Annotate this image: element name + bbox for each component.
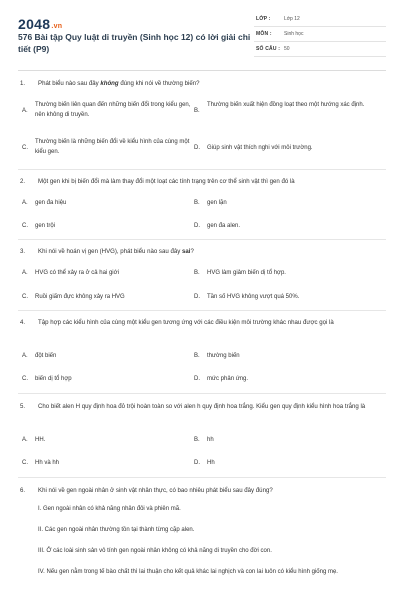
option-text: gen lặn	[207, 200, 227, 206]
meta-row-count	[254, 42, 386, 57]
option-letter: A.	[22, 437, 28, 443]
header-divider	[18, 70, 386, 71]
option-letter: B.	[194, 108, 200, 114]
option-text: Ruồi giấm đực không xảy ra HVG	[35, 294, 125, 300]
option-text: thường biến	[207, 353, 240, 359]
meta-label: SỐ CÂU :	[256, 46, 281, 52]
option-text: Hh	[207, 460, 215, 466]
option-c[interactable]	[22, 374, 192, 384]
option-text: biến dị tổ hợp	[35, 376, 72, 382]
question-text: Tập hợp các kiểu hình của cùng một kiểu gen tương ứng với các điều kiện môi trường khác nhau được gọi là	[38, 319, 334, 326]
document-header	[0, 0, 400, 64]
option-d[interactable]	[194, 221, 366, 231]
option-letter: C.	[22, 145, 28, 151]
meta-label: MÔN :	[256, 31, 272, 37]
option-text: HVG có thể xảy ra ở cả hai giới	[35, 270, 119, 276]
statement-3: III. Ở các loài sinh sản vô tính gen ngoài nhân không có khả năng di truyền cho đời con.	[38, 548, 272, 554]
question-text: Khi nói về hoán vị gen (HVG), phát biểu nào sau đây	[38, 248, 182, 255]
option-d[interactable]	[194, 458, 366, 468]
option-c[interactable]	[22, 292, 192, 302]
option-a[interactable]	[22, 351, 192, 361]
question-stem	[18, 79, 386, 89]
option-text: mức phản ứng.	[207, 376, 249, 382]
site-logo[interactable]	[18, 16, 62, 32]
option-a[interactable]	[22, 435, 192, 445]
option-letter: B.	[194, 270, 200, 276]
option-d[interactable]	[194, 292, 366, 302]
option-d[interactable]	[194, 143, 366, 153]
option-text: gen trội	[35, 223, 56, 229]
question-text: Cho biết alen H quy định hoa đỏ trội hoàn toàn so với alen h quy định hoa trắng. Kiểu gen quy định kiểu hình hoa trắng là	[38, 403, 366, 410]
option-text: gen đa alen.	[207, 223, 241, 229]
question-text: Phát biểu nào sau đây	[38, 80, 101, 87]
option-letter: D.	[194, 376, 200, 382]
page-title: 576 Bài tập Quy luật di truyền (Sinh học 12) có lời giải chi tiết (P9)	[18, 32, 251, 54]
option-letter: C.	[22, 460, 28, 466]
option-text: HH.	[35, 437, 46, 443]
question-5	[18, 402, 386, 412]
option-text: HVG làm giảm biến dị tổ hợp.	[207, 270, 286, 276]
meta-value: Lớp 12	[284, 16, 300, 22]
option-text: Giúp sinh vật thích nghi với môi trường.	[207, 145, 313, 151]
question-stem	[18, 177, 386, 187]
option-b[interactable]	[194, 100, 366, 114]
statement-1: I. Gen ngoài nhân có khả năng nhân đôi và phiên mã.	[38, 506, 181, 512]
question-number: 4.	[20, 319, 26, 326]
option-letter: A.	[22, 200, 28, 206]
question-1	[18, 79, 386, 89]
option-b[interactable]	[194, 268, 366, 278]
option-c[interactable]	[22, 458, 192, 468]
question-number: 5.	[20, 403, 26, 410]
option-letter: D.	[194, 294, 200, 300]
option-a[interactable]	[22, 268, 192, 278]
option-letter: C.	[22, 294, 28, 300]
question-divider	[18, 169, 386, 170]
option-a[interactable]	[22, 198, 192, 208]
option-text: Thường biến xuất hiện đồng loạt theo một hướng xác định.	[207, 102, 365, 108]
question-2	[18, 177, 386, 187]
question-3	[18, 247, 386, 257]
question-number: 3.	[20, 248, 26, 255]
question-number: 2.	[20, 178, 26, 185]
question-text: Khi nói về gen ngoài nhân ở sinh vật nhân thực, có bao nhiêu phát biểu sau đây đúng?	[38, 487, 273, 494]
option-text: Tần số HVG không vượt quá 50%.	[207, 294, 300, 300]
statement-2: II. Các gen ngoài nhân thường tồn tại thành từng cặp alen.	[38, 527, 195, 533]
option-letter: D.	[194, 145, 200, 151]
question-4	[18, 318, 386, 328]
option-letter: D.	[194, 460, 200, 466]
question-number: 1.	[20, 80, 26, 87]
option-letter: A.	[22, 353, 28, 359]
option-a[interactable]	[22, 100, 192, 120]
question-emphasis: sai	[181, 248, 191, 255]
option-letter: D.	[194, 223, 200, 229]
option-letter: A.	[22, 108, 28, 114]
question-text-end: ?	[190, 248, 194, 255]
meta-label: LỚP :	[256, 16, 271, 22]
option-letter: C.	[22, 223, 28, 229]
meta-row-subject	[254, 27, 386, 42]
option-text: Hh và hh	[35, 460, 60, 466]
question-text-end: đúng khi nói về thường biến?	[118, 80, 200, 87]
question-divider	[18, 393, 386, 394]
option-b[interactable]	[194, 435, 366, 445]
logo-suffix: .vn	[51, 23, 63, 30]
question-number: 6.	[20, 487, 26, 494]
option-d[interactable]	[194, 374, 366, 384]
meta-box	[254, 12, 386, 57]
question-stem	[18, 486, 386, 496]
option-letter: B.	[194, 200, 200, 206]
option-letter: B.	[194, 353, 200, 359]
meta-value: 50	[284, 46, 290, 52]
meta-value: Sinh học	[284, 31, 304, 37]
question-divider	[18, 310, 386, 311]
question-stem	[18, 318, 386, 328]
question-emphasis: không	[100, 80, 119, 87]
question-divider	[18, 239, 386, 240]
question-text: Một gen khi bị biến đổi mà làm thay đổi một loạt các tính trạng trên cơ thể sinh vật thì gen đó là	[38, 178, 295, 185]
statement-4: IV. Nếu gen nằm trong tế bào chất thì lai thuận cho kết quả khác lai nghịch và con lai luôn có kiểu hình giống mẹ.	[38, 569, 338, 575]
question-stem	[18, 402, 386, 412]
option-c[interactable]	[22, 221, 192, 231]
option-text: gen đa hiệu	[35, 200, 67, 206]
option-text: hh	[207, 437, 214, 443]
option-text: Thường biến liên quan đến những biến đổi trong kiểu gen, nên không di truyền.	[35, 102, 191, 118]
option-text: Thường biến là những biến đổi về kiểu hình của cùng một kiểu gen.	[35, 139, 190, 155]
option-c[interactable]	[22, 137, 192, 157]
option-letter: C.	[22, 376, 28, 382]
option-b[interactable]	[194, 198, 366, 208]
option-letter: A.	[22, 270, 28, 276]
question-stem	[18, 247, 386, 257]
option-text: đột biến	[35, 353, 57, 359]
logo-text: 2048	[18, 16, 51, 32]
question-divider	[18, 477, 386, 478]
option-b[interactable]	[194, 351, 366, 361]
meta-row-class	[254, 12, 386, 27]
question-6	[18, 486, 386, 496]
option-letter: B.	[194, 437, 200, 443]
